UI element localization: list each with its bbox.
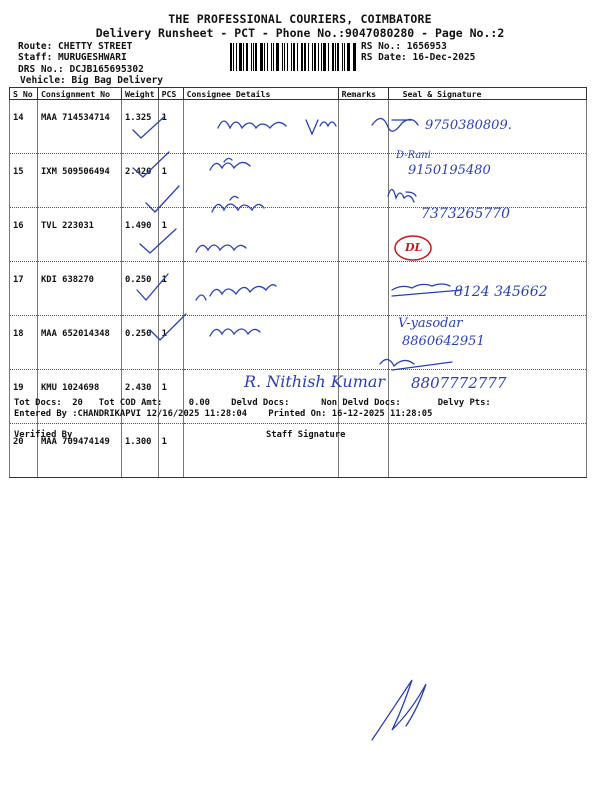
cell-pcs: 1 — [158, 370, 183, 424]
barcode-bar — [284, 43, 286, 71]
cell-remarks — [338, 262, 388, 316]
cell-consignee — [183, 100, 338, 154]
cell-sno: 17 — [10, 262, 38, 316]
barcode-bar — [347, 43, 350, 71]
barcode-bar — [264, 43, 265, 71]
cell-weight: 2.420 — [122, 154, 159, 208]
cell-sno: 16 — [10, 208, 38, 262]
cell-weight: 0.250 — [122, 262, 159, 316]
signature-name: V-yasodar — [398, 316, 463, 331]
runsheet-table — [9, 87, 587, 478]
cell-consignee — [183, 316, 338, 370]
staff-signature-label: Staff Signature — [266, 430, 346, 440]
cell-consignment: MAA 709474149 — [38, 424, 122, 478]
signature-name: D-Rani — [396, 150, 431, 161]
vehicle-label: Vehicle: Big Bag Delivery — [20, 75, 163, 86]
rs-date: RS Date: 16-Dec-2025 — [361, 52, 476, 63]
barcode-bar — [243, 43, 244, 71]
barcode-bar — [335, 43, 336, 71]
cell-pcs: 1 — [158, 208, 183, 262]
dl-stamp-text: DL — [405, 241, 423, 254]
cell-pcs: 1 — [158, 262, 183, 316]
col-consignment: Consignment No — [38, 88, 122, 100]
barcode-bar — [282, 43, 283, 71]
cell-signature — [388, 424, 586, 478]
barcode-bar — [342, 43, 343, 71]
cell-weight: 1.300 — [122, 424, 159, 478]
cell-consignee — [183, 262, 338, 316]
barcode-bar — [267, 43, 268, 71]
col-pcs: PCS — [158, 88, 183, 100]
signature-phone: 8807772777 — [411, 374, 507, 392]
cell-pcs: 1 — [158, 154, 183, 208]
runsheet-subtitle: Delivery Runsheet - PCT - Phone No.:9047080280 - Page No.:2 — [95, 26, 505, 40]
col-remarks: Remarks — [338, 88, 388, 100]
cell-sno: 18 — [10, 316, 38, 370]
cell-consignee — [183, 208, 338, 262]
company-title: THE PROFESSIONAL COURIERS, COIMBATORE — [168, 12, 432, 26]
barcode-bar — [314, 43, 316, 71]
cell-consignment: IXM 509506494 — [38, 154, 122, 208]
barcode-bar — [251, 43, 252, 71]
col-consignee: Consignee Details — [183, 88, 338, 100]
cell-consignment: MAA 714534714 — [38, 100, 122, 154]
cell-sno: 14 — [10, 100, 38, 154]
cell-sno: 19 — [10, 370, 38, 424]
cell-sno: 20 — [10, 424, 38, 478]
cell-consignment: TVL 223031 — [38, 208, 122, 262]
barcode-bar — [230, 43, 232, 71]
col-sno: S No — [10, 88, 38, 100]
signature-scribble — [372, 680, 426, 740]
barcode-bar — [255, 43, 257, 71]
barcode-bar — [233, 43, 234, 71]
barcode-bar — [297, 43, 298, 71]
cell-sno: 15 — [10, 154, 38, 208]
barcode-bar — [239, 43, 242, 71]
cell-consignment: MAA 652014348 — [38, 316, 122, 370]
barcode-bar — [308, 43, 309, 71]
cell-remarks — [338, 154, 388, 208]
table-row — [10, 316, 587, 370]
col-seal-signature: Seal & Signature — [388, 88, 586, 100]
barcode-bar — [332, 43, 334, 71]
barcode-bar — [321, 43, 322, 71]
barcode-bar — [276, 43, 279, 71]
barcode-bar — [344, 43, 345, 71]
signature-phone: 8860642951 — [402, 334, 485, 349]
barcode-bar — [328, 43, 329, 71]
route-label: Route: CHETTY STREET — [18, 41, 133, 52]
cell-pcs: 1 — [158, 316, 183, 370]
barcode-image — [230, 43, 358, 71]
cell-remarks — [338, 208, 388, 262]
cell-weight: 1.490 — [122, 208, 159, 262]
cell-signature — [388, 154, 586, 208]
cell-weight: 0.250 — [122, 316, 159, 370]
table-row — [10, 154, 587, 208]
cell-pcs: 1 — [158, 100, 183, 154]
verified-by-label: Verified By — [14, 430, 73, 440]
table-header-row — [10, 88, 587, 100]
col-weight: Weight — [122, 88, 159, 100]
totals-line: Tot Docs: 20 Tot COD Amt: 0.00 Delvd Docs: Non Delvd Docs: Delvy Pts: — [14, 398, 491, 408]
barcode-bar — [287, 43, 288, 71]
barcode-bar — [304, 43, 306, 71]
cell-consignment: KDI 638270 — [38, 262, 122, 316]
barcode-bar — [337, 43, 339, 71]
barcode-bar — [318, 43, 319, 71]
cell-remarks — [338, 424, 388, 478]
signature-phone: 7373265770 — [421, 206, 511, 222]
rs-number: RS No.: 1656953 — [361, 41, 447, 52]
barcode-bar — [253, 43, 254, 71]
entered-printed-line: Entered By :CHANDRIKAPVI 12/16/2025 11:28:04 Printed On: 16-12-2025 11:28:05 — [14, 409, 433, 419]
signature-phone: 9150195480 — [408, 163, 491, 178]
cell-weight: 1.325 — [122, 100, 159, 154]
cell-pcs: 1 — [158, 424, 183, 478]
cell-remarks — [338, 316, 388, 370]
consignee-name: R. Nithish Kumar — [244, 372, 386, 391]
barcode-bar — [260, 43, 263, 71]
barcode-bar — [271, 43, 273, 71]
barcode-bar — [293, 43, 295, 71]
barcode-bar — [301, 43, 304, 71]
barcode-bar — [353, 43, 354, 71]
cell-consignment: KMU 1024698 — [38, 370, 122, 424]
signature-phone: 8124 345662 — [454, 284, 548, 300]
staff-label: Staff: MURUGESHWARI — [18, 52, 127, 63]
barcode-bar — [273, 43, 274, 71]
barcode-bar — [246, 43, 248, 71]
barcode-bar — [236, 43, 237, 71]
cell-weight: 2.430 — [122, 370, 159, 424]
barcode-bar — [323, 43, 326, 71]
cell-consignee — [183, 154, 338, 208]
barcode-bar — [312, 43, 313, 71]
signature-phone: 9750380809. — [425, 118, 512, 133]
drs-number: DRS No.: DCJB165695302 — [18, 64, 144, 75]
cell-remarks — [338, 100, 388, 154]
barcode-bar — [291, 43, 292, 71]
barcode-bar — [354, 43, 356, 71]
